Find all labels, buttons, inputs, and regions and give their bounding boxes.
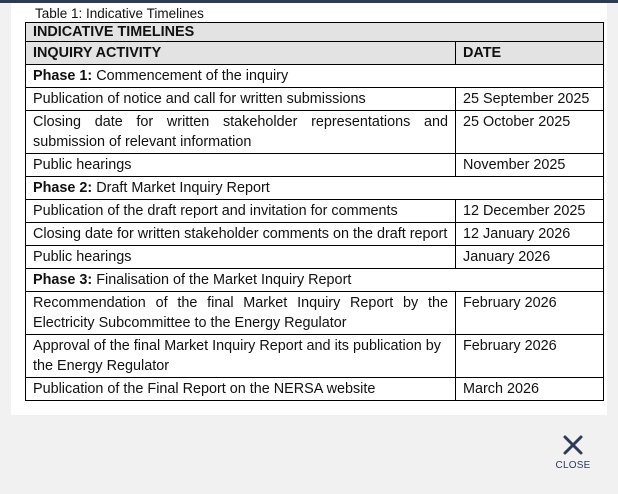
close-label: CLOSE [555, 460, 591, 471]
activity-cell: Approval of the final Market Inquiry Report and its publication by the Energy Regulator [26, 335, 456, 378]
date-cell: March 2026 [456, 378, 604, 401]
table-row [26, 111, 604, 154]
activity-cell: Publication of the draft report and invitation for comments [26, 200, 456, 223]
table-title: INDICATIVE TIMELINES [26, 23, 604, 42]
column-header-date: DATE [456, 42, 604, 65]
close-icon [562, 434, 584, 456]
phase-label: Phase 2: [33, 180, 93, 196]
date-cell: 25 September 2025 [456, 88, 604, 111]
table-row [26, 200, 604, 223]
activity-cell: Closing date for written stakeholder comments on the draft report [26, 223, 456, 246]
phase-name: Commencement of the inquiry [92, 68, 289, 84]
date-cell: November 2025 [456, 154, 604, 177]
table-row [26, 223, 604, 246]
phase-name: Draft Market Inquiry Report [92, 180, 270, 196]
phase-row [26, 269, 604, 292]
phase-row [26, 177, 604, 200]
phase-2-cell [26, 177, 604, 200]
table-row [26, 335, 604, 378]
phase-label: Phase 1: [33, 68, 93, 84]
table-row [26, 154, 604, 177]
activity-cell: Public hearings [26, 154, 456, 177]
phase-1-cell [26, 65, 604, 88]
activity-cell: Recommendation of the final Market Inquiry Report by the Electricity Subcommittee to the Energy Regulator [26, 292, 456, 335]
table-row [26, 292, 604, 335]
date-cell: February 2026 [456, 292, 604, 335]
date-cell: 12 January 2026 [456, 223, 604, 246]
timelines-table [25, 22, 604, 401]
activity-cell: Public hearings [26, 246, 456, 269]
close-button[interactable] [553, 432, 593, 476]
phase-label: Phase 3: [33, 272, 93, 288]
column-header-activity: INQUIRY ACTIVITY [26, 42, 456, 65]
table-title-row [26, 23, 604, 42]
phase-row [26, 65, 604, 88]
phase-name: Finalisation of the Market Inquiry Report [92, 272, 352, 288]
table-caption: Table 1: Indicative Timelines [35, 6, 204, 21]
table-row [26, 246, 604, 269]
activity-cell: Publication of the Final Report on the NERSA website [26, 378, 456, 401]
date-cell: February 2026 [456, 335, 604, 378]
date-cell: 12 December 2025 [456, 200, 604, 223]
activity-cell: Publication of notice and call for written submissions [26, 88, 456, 111]
column-header-row [26, 42, 604, 65]
table-row [26, 88, 604, 111]
table-row [26, 378, 604, 401]
date-cell: 25 October 2025 [456, 111, 604, 154]
activity-cell: Closing date for written stakeholder representations and submission of relevant information [26, 111, 456, 154]
date-cell: January 2026 [456, 246, 604, 269]
phase-3-cell [26, 269, 604, 292]
